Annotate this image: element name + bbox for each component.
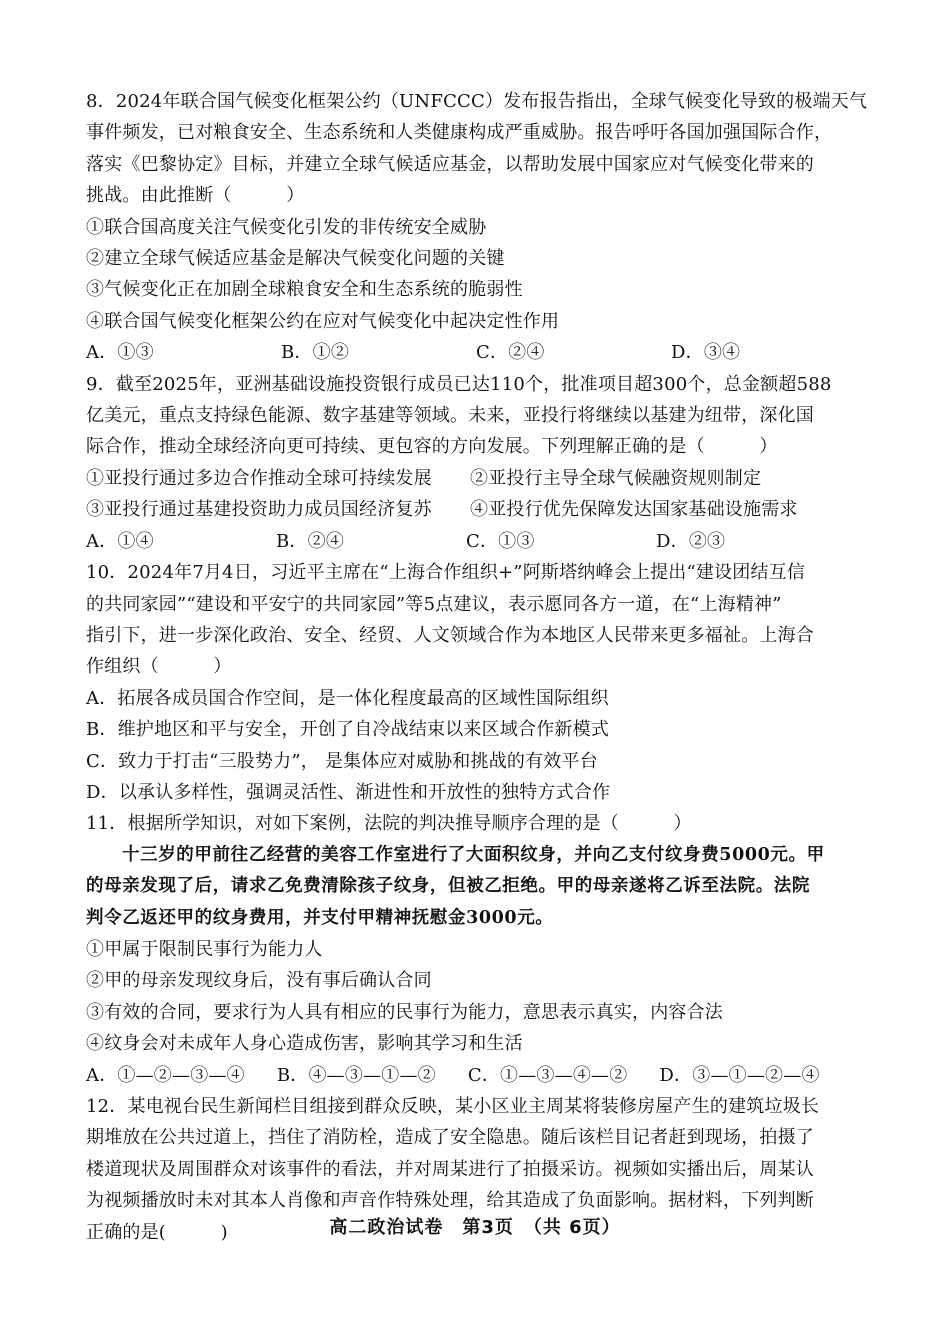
question-text-line: 事件频发，已对粮食安全、生态系统和人类健康构成严重威胁。报告呼吁各国加强国际合作，: [86, 122, 833, 144]
statement-item: ②亚投行主导全球气候融资规则制定: [470, 467, 762, 489]
option-a: A．①—②—③—④: [86, 1064, 245, 1086]
statement-item: ④亚投行优先保障发达国家基础设施需求: [470, 499, 798, 521]
option-d: D．②③: [656, 530, 726, 552]
option-c: C．②④: [476, 342, 545, 364]
option-b: B．①②: [281, 342, 350, 364]
question-text-line: 落实《巴黎协定》目标，并建立全球气候适应基金，以帮助发展中国家应对气候变化带来的: [86, 153, 814, 175]
statement-item: ④纹身会对未成年人身心造成伤害，影响其学习和生活: [86, 1033, 523, 1055]
answer-options: [86, 337, 868, 368]
question-9: [86, 369, 868, 557]
option-c: C．①—③—④—②: [467, 1064, 628, 1086]
case-text-line: 的母亲发现了后，请求乙免费清除孩子纹身，但被乙拒绝。甲的母亲遂将乙诉至法院。法院: [86, 876, 810, 897]
option-a: A．①③: [86, 342, 154, 364]
question-text-line: 楼道现状及周围群众对该事件的看法，并对周某进行了拍摄采访。视频如实播出后，周某认: [86, 1158, 814, 1180]
statement-item: ③气候变化正在加剧全球粮食安全和生态系统的脆弱性: [86, 279, 523, 301]
question-text-line: 挑战。由此推断（ ）: [86, 185, 305, 207]
question-text-line: 亿美元，重点支持绿色能源、数字基建等领域。未来，亚投行将继续以基建为纽带，深化国: [86, 405, 814, 427]
option-d: D．③④: [671, 342, 741, 364]
statement-row: [86, 494, 868, 525]
option-a: A．①④: [86, 530, 154, 552]
question-text-line: 指引下，进一步深化政治、安全、经贸、人文领域合作为本地区人民带来更多福祉。上海合: [86, 624, 814, 646]
option-d: D．以承认多样性，强调灵活性、渐进性和开放性的独特方式合作: [86, 781, 611, 803]
statement-item: ②建立全球气候适应基金是解决气候变化问题的关键: [86, 248, 505, 270]
answer-options: [86, 526, 868, 557]
question-text-line: 作组织（ ）: [86, 656, 232, 678]
statement-item: ①联合国高度关注气候变化引发的非传统安全威胁: [86, 216, 487, 238]
statement-item: ③有效的合同，要求行为人具有相应的民事行为能力，意思表示真实，内容合法: [86, 1001, 723, 1023]
answer-options: [86, 1060, 868, 1091]
option-b: B．维护地区和平与安全，开创了自冷战结束以来区域合作新模式: [86, 719, 610, 741]
question-11: [86, 808, 868, 1091]
option-b: B．④—③—①—②: [276, 1064, 436, 1086]
question-text-line: 期堆放在公共过道上，挡住了消防栓，造成了安全隐患。随后该栏目记者赶到现场，拍摄了: [86, 1127, 814, 1149]
exam-page: [86, 86, 868, 1248]
question-text-line: 际合作，推动全球经济向更可持续、更包容的方向发展。下列理解正确的是（ ）: [86, 436, 778, 458]
statement-item: ①甲属于限制民事行为能力人: [86, 938, 323, 960]
option-b: B．②④: [276, 530, 345, 552]
question-text-line: 的共同家园”“建设和平安宁的共同家园”等5点建议，表示愿同各方一道，在“上海精神”: [86, 593, 782, 615]
question-text-line: 12．某电视台民生新闻栏目组接到群众反映，某小区业主周某将装修房屋产生的建筑垃圾长: [86, 1096, 820, 1117]
statement-item: ③亚投行通过基建投资助力成员国经济复苏: [86, 499, 432, 521]
statement-item: ②甲的母亲发现纹身后，没有事后确认合同: [86, 970, 432, 992]
question-text-line: 9．截至2025年，亚洲基础设施投资银行成员已达110个，批准项目超300个，总金额超588: [86, 373, 832, 395]
question-text-line: 8．2024年联合国气候变化框架公约（UNFCCC）发布报告指出，全球气候变化导致的极端天气: [86, 91, 868, 112]
question-text-line: 11．根据所学知识，对如下案例，法院的判决推导顺序合理的是（ ）: [86, 813, 692, 835]
option-d: D．③—①—②—④: [659, 1064, 820, 1086]
case-text-line: 判令乙返还甲的纹身费用，并支付甲精神抚慰金3000元。: [86, 907, 554, 928]
option-a: A．拓展各成员国合作空间，是一体化程度最高的区域性国际组织: [86, 687, 609, 709]
statement-item: ④联合国气候变化框架公约在应对气候变化中起决定性作用: [86, 310, 560, 332]
case-text-line: 十三岁的甲前往乙经营的美容工作室进行了大面积纹身，并向乙支付纹身费5000元。甲: [122, 844, 825, 865]
question-text-line: 10．2024年7月4日，习近平主席在“上海合作组织+”阿斯塔纳峰会上提出“建设团结互信: [86, 562, 806, 584]
question-8: [86, 86, 868, 369]
option-c: C．致力于打击“三股势力”， 是集体应对威胁和挑战的有效平台: [86, 750, 598, 772]
statement-item: ①亚投行通过多边合作推动全球可持续发展: [86, 467, 432, 489]
question-text-line: 正确的是( ): [86, 1221, 228, 1243]
statement-row: [86, 463, 868, 494]
question-10: [86, 557, 868, 808]
option-c: C．①③: [466, 530, 535, 552]
question-text-line: 为视频播放时未对其本人肖像和声音作特殊处理，给其造成了负面影响。据材料，下列判断: [86, 1190, 814, 1212]
page-footer: 高二政治试卷 第3页 （共 6页）: [329, 1217, 621, 1238]
